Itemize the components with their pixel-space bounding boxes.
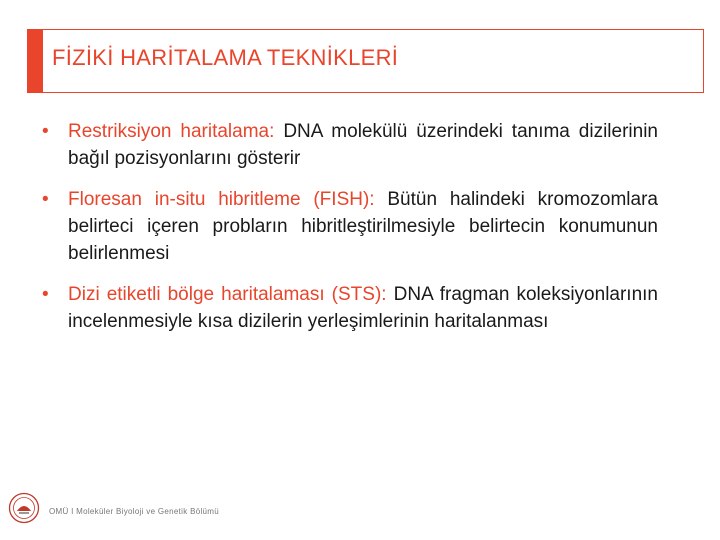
footer-text: OMÜ I Moleküler Biyoloji ve Genetik Bölümü — [49, 507, 219, 516]
bullet-item-restriction — [40, 118, 658, 172]
title-accent-bar — [27, 29, 43, 93]
bullet-dot-icon: • — [42, 189, 49, 210]
bullet-text: Bütün halindeki kromozomlara belirteci içeren probların hibritleştirilmesiyle belirtecin konumunun belirlenmesi — [68, 189, 658, 264]
bullet-term: Dizi etiketli bölge haritalaması (STS): — [68, 284, 387, 305]
bullet-dot-icon: • — [42, 121, 49, 142]
university-logo-icon — [8, 492, 40, 524]
bullet-list — [40, 118, 658, 349]
bullet-text: DNA fragman koleksiyonlarının incelenmesiyle kısa dizilerin yerleşimlerinin haritalanması — [68, 284, 659, 332]
bullet-dot-icon: • — [42, 284, 49, 305]
bullet-term: Restriksiyon haritalama: — [68, 121, 275, 142]
bullet-item-sts — [40, 281, 658, 335]
bullet-text: DNA molekülü üzerindeki tanıma dizilerinin bağıl pozisyonlarını gösterir — [68, 121, 658, 169]
bullet-item-fish — [40, 186, 658, 267]
slide-title: FİZİKİ HARİTALAMA TEKNİKLERİ — [52, 45, 399, 70]
bullet-term: Floresan in-situ hibritleme (FISH): — [68, 189, 375, 210]
